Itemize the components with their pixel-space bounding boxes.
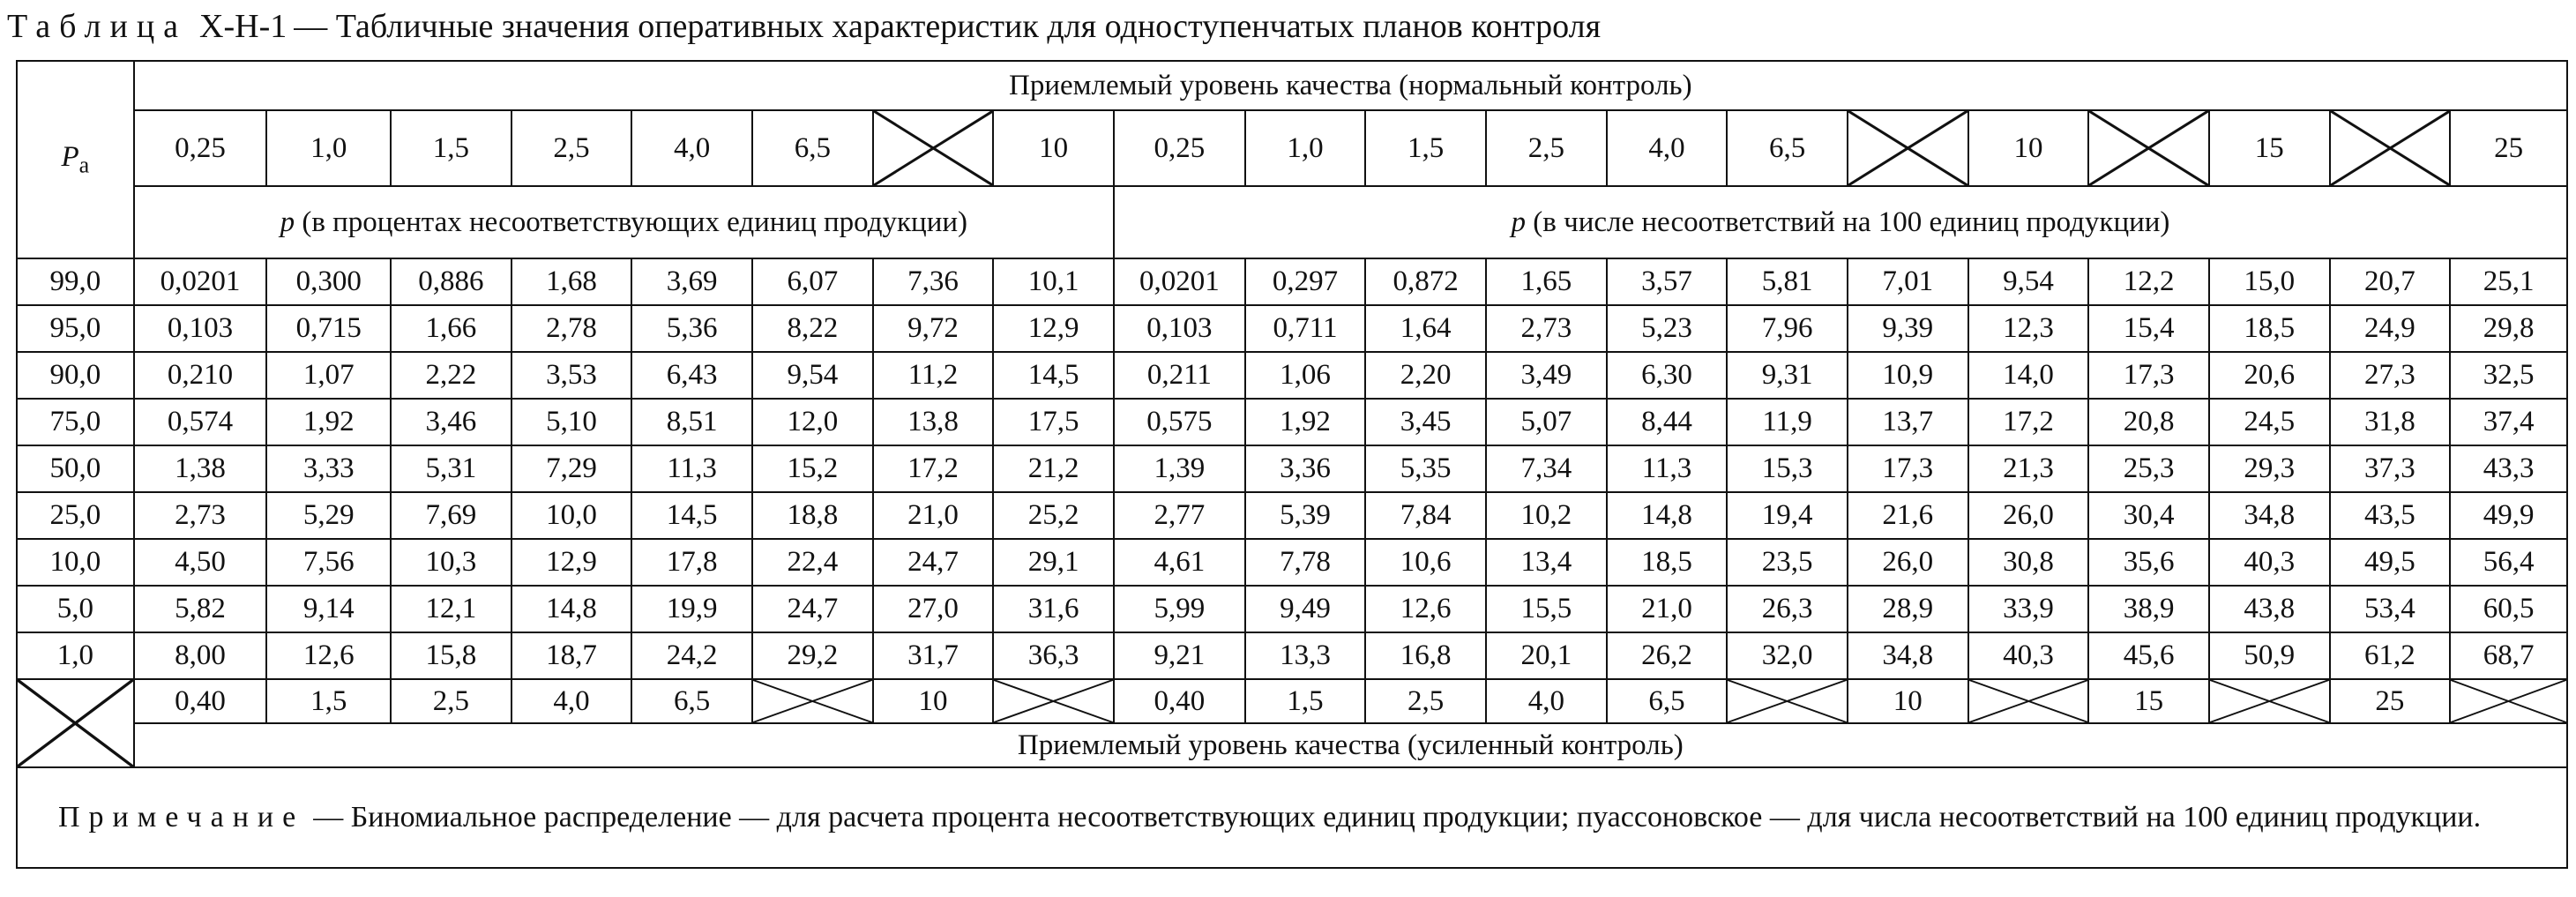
value-cell: 33,9 bbox=[1968, 586, 2089, 632]
aql-tightened-cell: 1,5 bbox=[1245, 679, 1366, 723]
caption-title: — Табличные значения оперативных характеристик для одноступенчатых планов контроля bbox=[294, 8, 1602, 45]
value-cell: 1,68 bbox=[511, 258, 632, 305]
value-cell: 5,23 bbox=[1607, 305, 1728, 352]
value-cell: 34,8 bbox=[1848, 632, 1968, 679]
value-cell: 1,38 bbox=[134, 445, 267, 492]
value-cell: 14,5 bbox=[631, 492, 752, 539]
aql-tightened-cell: 0,40 bbox=[1114, 679, 1245, 723]
value-cell: 0,210 bbox=[134, 352, 267, 399]
value-cell: 43,3 bbox=[2450, 445, 2567, 492]
cross-mark-icon bbox=[2331, 111, 2450, 185]
cross-mark-icon bbox=[2451, 680, 2566, 722]
cross-mark-icon bbox=[1848, 111, 1967, 185]
value-cell: 7,36 bbox=[873, 258, 994, 305]
value-cell: 18,5 bbox=[1607, 539, 1728, 586]
pa-header-cell bbox=[17, 61, 134, 258]
value-cell: 26,0 bbox=[1848, 539, 1968, 586]
value-cell: 10,2 bbox=[1486, 492, 1607, 539]
value-cell: 5,99 bbox=[1114, 586, 1245, 632]
aql-tightened-cell: 4,0 bbox=[511, 679, 632, 723]
value-cell: 3,36 bbox=[1245, 445, 1366, 492]
value-cell: 9,72 bbox=[873, 305, 994, 352]
value-cell: 0,872 bbox=[1365, 258, 1486, 305]
aql-normal-cell: 4,0 bbox=[1607, 110, 1728, 186]
value-cell: 30,4 bbox=[2088, 492, 2209, 539]
value-cell: 9,54 bbox=[1968, 258, 2089, 305]
caption-label: Таблица bbox=[7, 8, 188, 45]
aql-tightened-row bbox=[17, 679, 2567, 723]
value-cell: 0,103 bbox=[1114, 305, 1245, 352]
value-cell: 0,575 bbox=[1114, 399, 1245, 445]
value-cell: 5,35 bbox=[1365, 445, 1486, 492]
value-cell: 31,7 bbox=[873, 632, 994, 679]
value-cell: 26,0 bbox=[1968, 492, 2089, 539]
value-cell: 5,29 bbox=[266, 492, 391, 539]
value-cell: 1,64 bbox=[1365, 305, 1486, 352]
value-cell: 53,4 bbox=[2330, 586, 2451, 632]
aql-normal-row bbox=[17, 110, 2567, 186]
value-cell: 49,9 bbox=[2450, 492, 2567, 539]
value-cell: 7,56 bbox=[266, 539, 391, 586]
value-cell: 10,3 bbox=[391, 539, 511, 586]
value-cell: 27,0 bbox=[873, 586, 994, 632]
value-cell: 25,3 bbox=[2088, 445, 2209, 492]
note-label: Примечание bbox=[58, 801, 305, 833]
value-cell: 15,5 bbox=[1486, 586, 1607, 632]
value-cell: 5,82 bbox=[134, 586, 267, 632]
value-cell: 43,8 bbox=[2209, 586, 2330, 632]
value-cell: 15,8 bbox=[391, 632, 511, 679]
value-cell: 17,3 bbox=[1848, 445, 1968, 492]
aql-tightened-cell: 10 bbox=[1848, 679, 1968, 723]
value-cell: 25,1 bbox=[2450, 258, 2567, 305]
value-cell: 0,0201 bbox=[134, 258, 267, 305]
note-text: — Биномиальное распределение — для расчета процента несоответствующих единиц продукции; пуассоновское — для числа несоответствий на 100 единиц продукции. bbox=[313, 801, 2482, 833]
value-cell: 1,65 bbox=[1486, 258, 1607, 305]
aql-normal-cell: 10 bbox=[1968, 110, 2089, 186]
value-cell: 18,5 bbox=[2209, 305, 2330, 352]
normal-control-title: Приемлемый уровень качества (нормальный контроль) bbox=[134, 61, 2567, 110]
value-cell: 35,6 bbox=[2088, 539, 2209, 586]
aql-normal-cell: 1,5 bbox=[1365, 110, 1486, 186]
value-cell: 7,84 bbox=[1365, 492, 1486, 539]
aql-tightened-empty-cell bbox=[1727, 679, 1848, 723]
desc-per100-text: (в числе несоответствий на 100 единиц продукции) bbox=[1526, 206, 2170, 238]
value-cell: 29,3 bbox=[2209, 445, 2330, 492]
table-row bbox=[17, 258, 2567, 305]
pa-subscript: a bbox=[78, 152, 90, 178]
aql-normal-cell: 0,25 bbox=[134, 110, 267, 186]
value-cell: 17,8 bbox=[631, 539, 752, 586]
aql-normal-cell: 0,25 bbox=[1114, 110, 1245, 186]
value-cell: 37,3 bbox=[2330, 445, 2451, 492]
value-cell: 10,0 bbox=[511, 492, 632, 539]
value-cell: 0,300 bbox=[266, 258, 391, 305]
aql-tightened-cell: 15 bbox=[2088, 679, 2209, 723]
desc-percent-symbol: p bbox=[280, 206, 295, 238]
value-cell: 14,8 bbox=[1607, 492, 1728, 539]
aql-normal-cell: 6,5 bbox=[1727, 110, 1848, 186]
table-row bbox=[17, 539, 2567, 586]
value-cell: 9,14 bbox=[266, 586, 391, 632]
value-cell: 12,1 bbox=[391, 586, 511, 632]
value-cell: 27,3 bbox=[2330, 352, 2451, 399]
value-cell: 21,0 bbox=[1607, 586, 1728, 632]
value-cell: 3,53 bbox=[511, 352, 632, 399]
aql-normal-empty-cell bbox=[2088, 110, 2209, 186]
desc-per100-cell bbox=[1114, 186, 2567, 258]
value-cell: 9,31 bbox=[1727, 352, 1848, 399]
value-cell: 19,9 bbox=[631, 586, 752, 632]
value-cell: 3,45 bbox=[1365, 399, 1486, 445]
cross-mark-icon bbox=[1969, 680, 2088, 722]
value-cell: 12,9 bbox=[993, 305, 1114, 352]
note-cell bbox=[17, 767, 2567, 868]
value-cell: 16,8 bbox=[1365, 632, 1486, 679]
value-cell: 20,6 bbox=[2209, 352, 2330, 399]
value-cell: 10,6 bbox=[1365, 539, 1486, 586]
corner-empty-cell bbox=[17, 679, 134, 767]
value-cell: 29,2 bbox=[752, 632, 873, 679]
value-cell: 26,3 bbox=[1727, 586, 1848, 632]
aql-normal-empty-cell bbox=[2330, 110, 2451, 186]
value-cell: 12,2 bbox=[2088, 258, 2209, 305]
aql-tightened-cell: 2,5 bbox=[391, 679, 511, 723]
table-row bbox=[17, 586, 2567, 632]
cross-mark-icon bbox=[1728, 680, 1847, 722]
aql-tightened-cell: 10 bbox=[873, 679, 994, 723]
value-cell: 15,0 bbox=[2209, 258, 2330, 305]
aql-normal-cell: 1,5 bbox=[391, 110, 511, 186]
value-cell: 11,3 bbox=[631, 445, 752, 492]
value-cell: 21,6 bbox=[1848, 492, 1968, 539]
value-cell: 40,3 bbox=[2209, 539, 2330, 586]
value-cell: 5,81 bbox=[1727, 258, 1848, 305]
value-cell: 4,61 bbox=[1114, 539, 1245, 586]
pa-value-cell: 25,0 bbox=[17, 492, 134, 539]
value-cell: 1,66 bbox=[391, 305, 511, 352]
value-cell: 5,31 bbox=[391, 445, 511, 492]
aql-normal-cell: 1,0 bbox=[1245, 110, 1366, 186]
aql-normal-empty-cell bbox=[873, 110, 994, 186]
value-cell: 22,4 bbox=[752, 539, 873, 586]
value-cell: 8,51 bbox=[631, 399, 752, 445]
value-cell: 2,78 bbox=[511, 305, 632, 352]
value-cell: 15,4 bbox=[2088, 305, 2209, 352]
value-cell: 2,77 bbox=[1114, 492, 1245, 539]
value-cell: 13,7 bbox=[1848, 399, 1968, 445]
cross-mark-icon bbox=[2089, 111, 2208, 185]
value-cell: 5,07 bbox=[1486, 399, 1607, 445]
value-cell: 12,6 bbox=[1365, 586, 1486, 632]
aql-normal-cell: 15 bbox=[2209, 110, 2330, 186]
value-cell: 0,711 bbox=[1245, 305, 1366, 352]
value-cell: 10,9 bbox=[1848, 352, 1968, 399]
value-cell: 37,4 bbox=[2450, 399, 2567, 445]
pa-symbol: P bbox=[61, 140, 79, 173]
value-cell: 0,574 bbox=[134, 399, 267, 445]
value-cell: 8,44 bbox=[1607, 399, 1728, 445]
value-cell: 11,2 bbox=[873, 352, 994, 399]
value-cell: 29,1 bbox=[993, 539, 1114, 586]
aql-normal-cell: 1,0 bbox=[266, 110, 391, 186]
value-cell: 24,7 bbox=[752, 586, 873, 632]
value-cell: 7,29 bbox=[511, 445, 632, 492]
aql-tightened-cell: 4,0 bbox=[1486, 679, 1607, 723]
value-cell: 24,5 bbox=[2209, 399, 2330, 445]
table-row bbox=[17, 492, 2567, 539]
value-cell: 15,2 bbox=[752, 445, 873, 492]
value-cell: 7,69 bbox=[391, 492, 511, 539]
table-row bbox=[17, 445, 2567, 492]
value-cell: 29,8 bbox=[2450, 305, 2567, 352]
aql-normal-cell: 25 bbox=[2450, 110, 2567, 186]
value-cell: 3,69 bbox=[631, 258, 752, 305]
desc-per100-symbol: p bbox=[1511, 206, 1527, 238]
value-cell: 18,8 bbox=[752, 492, 873, 539]
table-row bbox=[17, 305, 2567, 352]
value-cell: 0,715 bbox=[266, 305, 391, 352]
value-cell: 60,5 bbox=[2450, 586, 2567, 632]
value-cell: 23,5 bbox=[1727, 539, 1848, 586]
value-cell: 0,103 bbox=[134, 305, 267, 352]
value-cell: 6,43 bbox=[631, 352, 752, 399]
value-cell: 13,4 bbox=[1486, 539, 1607, 586]
value-cell: 0,297 bbox=[1245, 258, 1366, 305]
value-cell: 8,00 bbox=[134, 632, 267, 679]
value-cell: 12,3 bbox=[1968, 305, 2089, 352]
value-cell: 20,1 bbox=[1486, 632, 1607, 679]
value-cell: 7,01 bbox=[1848, 258, 1968, 305]
value-cell: 9,39 bbox=[1848, 305, 1968, 352]
value-cell: 3,33 bbox=[266, 445, 391, 492]
caption-table-id: X-H-1 bbox=[199, 8, 287, 45]
value-cell: 1,92 bbox=[1245, 399, 1366, 445]
aql-tightened-cell: 1,5 bbox=[266, 679, 391, 723]
aql-tightened-cell: 6,5 bbox=[631, 679, 752, 723]
desc-percent-cell bbox=[134, 186, 1114, 258]
value-cell: 14,8 bbox=[511, 586, 632, 632]
value-cell: 31,6 bbox=[993, 586, 1114, 632]
value-cell: 6,07 bbox=[752, 258, 873, 305]
table-row bbox=[17, 399, 2567, 445]
table-row bbox=[17, 632, 2567, 679]
value-cell: 50,9 bbox=[2209, 632, 2330, 679]
value-cell: 2,73 bbox=[1486, 305, 1607, 352]
value-cell: 32,0 bbox=[1727, 632, 1848, 679]
value-cell: 1,39 bbox=[1114, 445, 1245, 492]
value-cell: 18,7 bbox=[511, 632, 632, 679]
value-cell: 17,2 bbox=[873, 445, 994, 492]
value-cell: 38,9 bbox=[2088, 586, 2209, 632]
value-cell: 9,54 bbox=[752, 352, 873, 399]
value-cell: 56,4 bbox=[2450, 539, 2567, 586]
value-cell: 21,0 bbox=[873, 492, 994, 539]
aql-tightened-empty-cell bbox=[2450, 679, 2567, 723]
value-cell: 5,10 bbox=[511, 399, 632, 445]
value-cell: 68,7 bbox=[2450, 632, 2567, 679]
cross-mark-icon bbox=[753, 680, 872, 722]
pa-value-cell: 5,0 bbox=[17, 586, 134, 632]
value-cell: 43,5 bbox=[2330, 492, 2451, 539]
pa-value-cell: 95,0 bbox=[17, 305, 134, 352]
value-cell: 0,886 bbox=[391, 258, 511, 305]
value-cell: 1,07 bbox=[266, 352, 391, 399]
aql-normal-cell: 4,0 bbox=[631, 110, 752, 186]
table-row bbox=[17, 352, 2567, 399]
aql-tightened-cell: 2,5 bbox=[1365, 679, 1486, 723]
aql-tightened-empty-cell bbox=[752, 679, 873, 723]
value-cell: 45,6 bbox=[2088, 632, 2209, 679]
tightened-title-row bbox=[17, 723, 2567, 767]
aql-normal-cell: 10 bbox=[993, 110, 1114, 186]
oc-values-table bbox=[16, 60, 2568, 869]
desc-percent-text: (в процентах несоответствующих единиц продукции) bbox=[295, 206, 968, 238]
value-cell: 7,96 bbox=[1727, 305, 1848, 352]
cross-mark-icon bbox=[994, 680, 1113, 722]
value-cell: 17,3 bbox=[2088, 352, 2209, 399]
pa-value-cell: 50,0 bbox=[17, 445, 134, 492]
value-cell: 40,3 bbox=[1968, 632, 2089, 679]
value-cell: 17,2 bbox=[1968, 399, 2089, 445]
aql-normal-cell: 2,5 bbox=[511, 110, 632, 186]
value-cell: 9,49 bbox=[1245, 586, 1366, 632]
aql-normal-cell: 2,5 bbox=[1486, 110, 1607, 186]
value-cell: 36,3 bbox=[993, 632, 1114, 679]
value-cell: 20,7 bbox=[2330, 258, 2451, 305]
value-cell: 7,34 bbox=[1486, 445, 1607, 492]
value-cell: 12,6 bbox=[266, 632, 391, 679]
aql-tightened-cell: 25 bbox=[2330, 679, 2451, 723]
value-cell: 31,8 bbox=[2330, 399, 2451, 445]
value-cell: 5,36 bbox=[631, 305, 752, 352]
value-cell: 13,3 bbox=[1245, 632, 1366, 679]
pa-value-cell: 1,0 bbox=[17, 632, 134, 679]
tightened-control-title: Приемлемый уровень качества (усиленный контроль) bbox=[134, 723, 2567, 767]
value-cell: 24,2 bbox=[631, 632, 752, 679]
value-cell: 17,5 bbox=[993, 399, 1114, 445]
value-cell: 7,78 bbox=[1245, 539, 1366, 586]
pa-value-cell: 99,0 bbox=[17, 258, 134, 305]
value-cell: 9,21 bbox=[1114, 632, 1245, 679]
pa-value-cell: 90,0 bbox=[17, 352, 134, 399]
value-cell: 6,30 bbox=[1607, 352, 1728, 399]
value-cell: 3,49 bbox=[1486, 352, 1607, 399]
value-cell: 49,5 bbox=[2330, 539, 2451, 586]
value-cell: 24,7 bbox=[873, 539, 994, 586]
aql-normal-cell: 6,5 bbox=[752, 110, 873, 186]
aql-tightened-empty-cell bbox=[2209, 679, 2330, 723]
value-cell: 2,20 bbox=[1365, 352, 1486, 399]
value-cell: 12,0 bbox=[752, 399, 873, 445]
aql-tightened-empty-cell bbox=[993, 679, 1114, 723]
value-cell: 1,92 bbox=[266, 399, 391, 445]
value-cell: 28,9 bbox=[1848, 586, 1968, 632]
pa-value-cell: 10,0 bbox=[17, 539, 134, 586]
value-cell: 19,4 bbox=[1727, 492, 1848, 539]
aql-tightened-empty-cell bbox=[1968, 679, 2089, 723]
value-cell: 1,06 bbox=[1245, 352, 1366, 399]
value-cell: 3,46 bbox=[391, 399, 511, 445]
cross-mark-icon bbox=[874, 111, 993, 185]
pa-value-cell: 75,0 bbox=[17, 399, 134, 445]
normal-title-row bbox=[17, 61, 2567, 110]
value-cell: 14,0 bbox=[1968, 352, 2089, 399]
value-cell: 30,8 bbox=[1968, 539, 2089, 586]
value-cell: 11,3 bbox=[1607, 445, 1728, 492]
value-cell: 34,8 bbox=[2209, 492, 2330, 539]
aql-tightened-cell: 0,40 bbox=[134, 679, 267, 723]
value-cell: 21,3 bbox=[1968, 445, 2089, 492]
value-cell: 24,9 bbox=[2330, 305, 2451, 352]
value-cell: 0,211 bbox=[1114, 352, 1245, 399]
value-cell: 8,22 bbox=[752, 305, 873, 352]
value-cell: 10,1 bbox=[993, 258, 1114, 305]
cross-mark-icon bbox=[18, 680, 133, 766]
aql-normal-empty-cell bbox=[1848, 110, 1968, 186]
note-row bbox=[17, 767, 2567, 868]
value-cell: 20,8 bbox=[2088, 399, 2209, 445]
aql-tightened-cell: 6,5 bbox=[1607, 679, 1728, 723]
value-cell: 4,50 bbox=[134, 539, 267, 586]
value-cell: 12,9 bbox=[511, 539, 632, 586]
value-cell: 21,2 bbox=[993, 445, 1114, 492]
value-cell: 2,73 bbox=[134, 492, 267, 539]
value-cell: 3,57 bbox=[1607, 258, 1728, 305]
value-cell: 2,22 bbox=[391, 352, 511, 399]
value-cell: 5,39 bbox=[1245, 492, 1366, 539]
value-cell: 15,3 bbox=[1727, 445, 1848, 492]
cross-mark-icon bbox=[2210, 680, 2329, 722]
value-cell: 61,2 bbox=[2330, 632, 2451, 679]
value-cell: 25,2 bbox=[993, 492, 1114, 539]
value-cell: 13,8 bbox=[873, 399, 994, 445]
value-cell: 26,2 bbox=[1607, 632, 1728, 679]
value-cell: 11,9 bbox=[1727, 399, 1848, 445]
value-cell: 32,5 bbox=[2450, 352, 2567, 399]
table-caption bbox=[7, 2, 2565, 51]
description-row bbox=[17, 186, 2567, 258]
value-cell: 14,5 bbox=[993, 352, 1114, 399]
value-cell: 0,0201 bbox=[1114, 258, 1245, 305]
